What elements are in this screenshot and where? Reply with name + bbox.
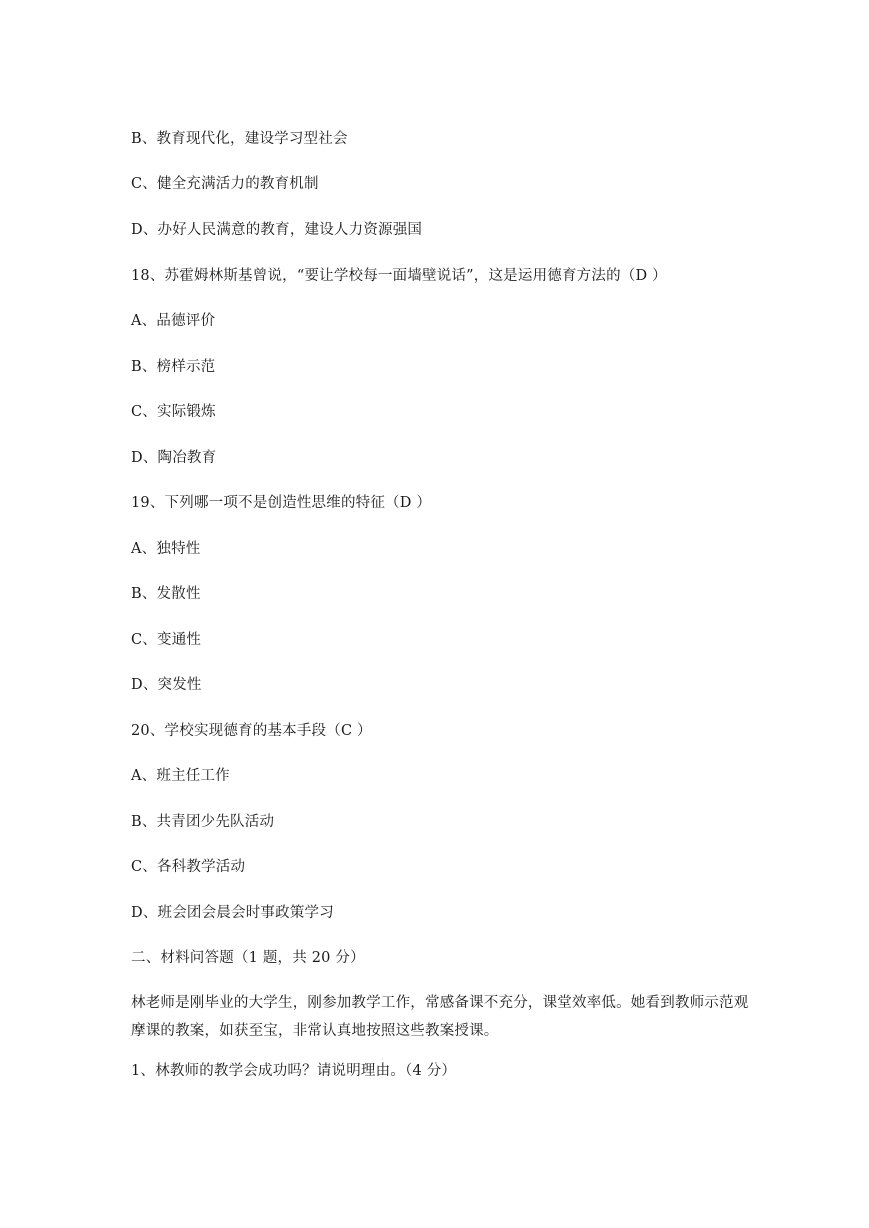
section-heading: 二、材料问答题（1 题，共 20 分）	[131, 950, 365, 966]
option-b-q18: B、榜样示范	[131, 359, 216, 375]
option-b-q17: B、教育现代化，建设学习型社会	[131, 131, 348, 147]
option-d-q20: D、班会团会晨会时事政策学习	[131, 905, 334, 921]
question-20: 20、学校实现德育的基本手段（C ）	[131, 723, 372, 739]
option-c-q17: C、健全充满活力的教育机制	[131, 176, 319, 192]
option-d-q17: D、办好人民满意的教育，建设人力资源强国	[131, 222, 423, 238]
option-b-q19: B、发散性	[131, 586, 201, 602]
option-c-q18: C、实际锻炼	[131, 404, 216, 420]
option-a-q18: A、品德评价	[131, 313, 216, 329]
option-c-q20: C、各科教学活动	[131, 859, 246, 875]
option-d-q18: D、陶冶教育	[131, 450, 217, 466]
option-d-q19: D、突发性	[131, 677, 202, 693]
question-18: 18、苏霍姆林斯基曾说，“要让学校每一面墙壁说话”，这是运用德育方法的（D ）	[131, 268, 667, 284]
question-19: 19、下列哪一项不是创造性思维的特征（D ）	[131, 495, 432, 511]
option-a-q19: A、独特性	[131, 541, 201, 557]
option-a-q20: A、班主任工作	[131, 768, 230, 784]
material-question-1: 1、林教师的教学会成功吗？请说明理由。（4 分）	[131, 1063, 457, 1079]
material-paragraph: 林老师是刚毕业的大学生，刚参加教学工作，常感备课不充分，课堂效率低。她看到教师示范观摩课的教案，如获至宝，非常认真地按照这些教案授课。	[131, 995, 749, 1039]
option-b-q20: B、共青团少先队活动	[131, 814, 275, 830]
option-c-q19: C、变通性	[131, 632, 202, 648]
